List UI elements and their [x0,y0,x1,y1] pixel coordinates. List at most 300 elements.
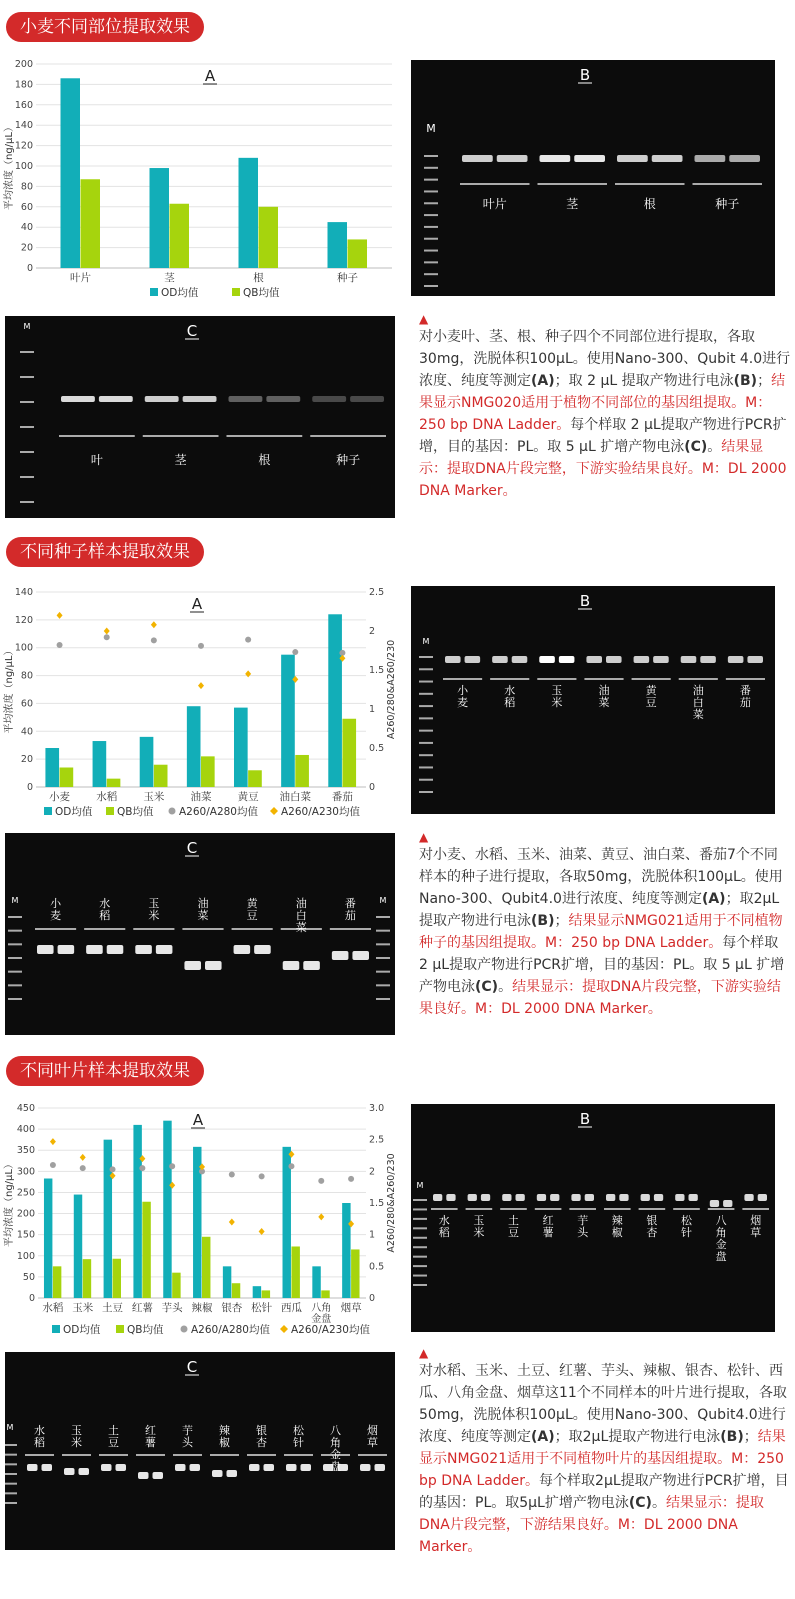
y-tick-label: 300 [16,1166,35,1178]
ladder-band [424,155,438,157]
sample-band [153,1472,164,1479]
description-wheat-parts [419,312,791,502]
y2-tick-label: 1.5 [369,1198,385,1209]
x-tick-label: 油白菜 [279,791,312,803]
bar-od [140,737,154,787]
sample-band [512,656,528,663]
sample-band [264,1464,275,1471]
sample-band [539,656,555,663]
sample-band [675,1194,684,1201]
y-tick-label: 20 [20,242,33,254]
sample-band [433,1194,442,1201]
lane-label: 豆 [108,1436,119,1449]
ladder-band [424,285,438,287]
lane-label: 油 [197,897,209,910]
x-tick-label: 烟草 [340,1302,362,1314]
ladder-band [424,273,438,275]
sample-band [559,656,575,663]
panel-letter: B [579,592,591,610]
ladder-band [424,202,438,204]
sample-band [652,155,683,162]
lane-label: 稻 [34,1436,45,1449]
lane-label: 杏 [256,1436,267,1449]
y2-tick-label: 0 [369,782,376,793]
ladder-band [376,998,390,1000]
x-tick-label: 松针 [251,1302,273,1314]
lane-label: 麦 [457,696,469,709]
legend-label: A260/A280均值 [191,1324,270,1336]
ladder-band [424,226,438,228]
lane-label: 芋 [182,1424,193,1437]
sample-band [654,1194,663,1201]
lane-label: 菜 [197,909,209,922]
x-tick-label: 叶片 [70,272,91,284]
ladder-band [8,957,22,959]
legend-swatch [150,288,158,296]
sample-band [653,656,669,663]
y2-tick-label: 0 [369,1293,376,1304]
y-tick-label: 250 [16,1187,35,1199]
bar-qb [113,1259,121,1298]
sample-band [695,155,726,162]
legend-label: QB均值 [117,806,154,818]
x-tick-label: 芋头 [161,1302,183,1314]
bar-qb [295,755,309,787]
gel-seeds-b [411,586,775,814]
bar-od [45,748,59,787]
sample-band [301,1464,312,1471]
sample-band [332,951,349,960]
y-axis-label: 平均浓度（ng/μL） [4,122,15,210]
bar-qb [262,1290,270,1298]
sample-band [729,155,760,162]
lane-label: 水 [504,684,516,697]
sample-band [446,1194,455,1201]
description-segment: 对小麦、水稻、玉米、油菜、黄豆、油白菜、番茄7个不同样本的种子进行提取，各取50mg，洗脱体积100μL。使用Nano-300、Qubit4.0进行浓度、纯度等测定 [419,847,783,907]
marker-label: M [422,637,430,646]
panel-letter: B [579,1110,591,1128]
sample-band [135,945,152,954]
y-tick-label: 400 [16,1124,35,1136]
sample-band [550,1194,559,1201]
ladder-band [20,351,34,353]
sample-band [586,656,602,663]
bar-qb [232,1283,240,1298]
description-segment: 结果显示NMG021适用于不同植物叶片的基因组提取。M：250 bp DNA Ladder。 [419,1429,786,1489]
bar-od [281,655,295,787]
lane-label: 辣 [219,1424,230,1437]
point-a260-a280 [288,1163,294,1169]
gel-background [5,316,395,518]
ladder-band [419,681,433,683]
y-tick-label: 100 [14,161,33,172]
sample-band [352,951,369,960]
sample-band [266,396,300,402]
point-a260-a280 [104,634,110,640]
sample-band [86,945,103,954]
sample-band [64,1468,75,1475]
description-segment: ；取 2 μL 提取产物进行电泳 [554,373,734,389]
bar-od [133,1125,141,1298]
lane-label: 油 [692,684,704,697]
ladder-band [8,930,22,932]
lane-label: 水 [438,1214,450,1227]
ladder-band [413,1237,427,1239]
point-a260-a280 [348,1176,354,1182]
description-segment: 每个样取 2 μL提取产物进行PCR扩增，目的基因：PL。取 5 μL 扩增产物电泳 [419,417,787,455]
ladder-band [419,766,433,768]
description-segment: (B) [733,373,758,389]
lane-label: 八 [715,1214,727,1227]
description-segment: ；取2μL提取产物进行电泳 [419,891,780,929]
y-tick-label: 180 [14,79,33,91]
y-tick-label: 200 [16,1208,35,1220]
ladder-band [419,742,433,744]
ladder-band [413,1275,427,1277]
sample-band [375,1464,386,1471]
lane-label: 水 [34,1424,45,1437]
sample-band [249,1464,260,1471]
sample-band [606,656,622,663]
lane-label: 玉 [71,1424,82,1437]
sample-band [156,945,173,954]
ladder-band [419,791,433,793]
lane-label: 茎 [566,197,579,211]
point-a260-a230 [318,1213,324,1220]
bar-od [328,614,342,787]
bar-od [223,1266,231,1298]
sample-band [710,1200,719,1207]
bar-od [44,1179,52,1298]
bar-qb [248,770,262,787]
sample-band [681,656,697,663]
lane-label: 水 [99,897,111,910]
description-segment: 每个样取2μL提取产物进行PCR扩增，目的基因：PL。取5μL扩增产物电泳 [419,1473,789,1511]
panel-letter: C [186,322,198,340]
description-segment: ； [743,1429,758,1445]
sample-band [79,1468,90,1475]
ladder-band [424,190,438,192]
lane-label: 金 [330,1448,341,1461]
bar-qb [107,779,121,787]
bar-qb [172,1273,180,1298]
description-segment: 对小麦叶、茎、根、种子四个不同部位进行提取，各取30mg，洗脱体积100μL。使用Nano-300、Qubit 4.0进行浓度、纯度等测定 [419,329,791,389]
x-tick-label: 红薯 [131,1302,153,1314]
sample-band [516,1194,525,1201]
y2-tick-label: 2.5 [369,1134,385,1146]
bar-od [312,1266,320,1298]
ladder-band [376,943,390,945]
y-tick-label: 0 [26,782,33,793]
lane-label: 番 [344,897,356,910]
y-tick-label: 100 [16,1250,35,1262]
lane-label: 菜 [692,708,704,721]
ladder-band [424,261,438,263]
lane-label: 米 [71,1436,82,1449]
point-a260-a280 [151,637,157,643]
bar-od [234,708,248,787]
point-a260-a230 [229,1219,235,1226]
ladder-band [5,1444,17,1446]
bar-qb [321,1290,329,1298]
bar-od [61,78,81,268]
sample-band [537,1194,546,1201]
panel-letter: A [192,1111,204,1129]
x-tick-label: 玉米 [72,1302,94,1314]
ladder-band [413,1208,427,1210]
sample-band [175,1464,186,1471]
description-segment: 。 [707,439,722,455]
lane-label: 杏 [646,1226,658,1239]
gel-background [5,833,395,1035]
lane-label: 烟 [367,1424,378,1437]
y2-tick-label: 3.0 [369,1103,385,1114]
lane-label: 茄 [344,909,356,922]
y-tick-label: 350 [16,1145,35,1157]
point-a260-a230 [151,621,157,628]
description-segment: (C) [684,439,708,455]
ladder-band [413,1199,427,1201]
y-axis-label: 平均浓度（ng/μL） [4,1159,15,1247]
ladder-band [8,984,22,986]
lane-label: 米 [148,909,160,922]
lane-label: 银 [646,1214,658,1227]
y-tick-label: 20 [20,754,33,766]
description-segment: 结果显示：提取DNA片段完整，下游实验结果良好。M：DL 2000 DNA Marker。 [419,979,781,1017]
sample-band [585,1194,594,1201]
sample-band [641,1194,650,1201]
sample-band [183,396,217,402]
ladder-band [419,668,433,670]
lane-label: 草 [750,1226,762,1239]
triangle-marker-icon: ▲ [419,1346,429,1360]
sample-band [481,1194,490,1201]
sample-band [728,656,744,663]
y-tick-label: 80 [20,670,33,682]
lane-label: 椒 [611,1226,623,1239]
y2-tick-label: 2.5 [369,587,385,598]
legend-swatch [232,288,240,296]
sample-band [212,1470,223,1477]
lane-label: 玉 [148,897,160,910]
bar-qb [142,1202,150,1298]
x-tick-label: 西瓜 [280,1302,302,1314]
lane-label: 番 [739,684,751,697]
legend-swatch [106,807,114,815]
lane-label: 菜 [598,696,610,709]
lane-label: 根 [643,197,656,211]
sample-band [350,396,384,402]
point-a260-a230 [198,682,204,689]
lane-label: 稻 [99,909,111,922]
lane-label: 烟 [750,1214,762,1227]
lane-label: 小 [457,684,469,697]
sample-band [116,1464,127,1471]
chart-leaves [0,1098,400,1340]
lane-label: 根 [258,453,271,467]
y-tick-label: 150 [16,1229,35,1241]
sample-band [234,945,251,954]
chart-seeds [0,580,400,820]
lane-label: 种子 [715,197,740,211]
x-tick-label: 番茄 [331,791,353,803]
sample-band [145,396,179,402]
bar-qb [259,207,279,268]
description-segment: (A) [701,891,726,907]
legend-swatch [169,808,176,815]
gel-leaves-c [5,1352,395,1550]
x-tick-label: 银杏 [221,1302,243,1314]
description-segment: 每个样取 2 μL提取产物进行PCR扩增，目的基因：PL。取 5 μL 扩增产物电泳 [419,935,785,995]
lane-label: 白 [295,909,307,922]
description-segment: (C) [475,979,499,995]
lane-label: 白 [692,696,704,709]
description-segment: 结果显示：提取DNA片段完整，下游实验结果良好。M：DL 2000 DNA Marker。 [419,439,787,499]
x-tick-label: 辣椒 [191,1302,213,1314]
lane-label: 红 [145,1424,156,1437]
panel-letter: C [186,839,198,857]
lane-label: 草 [367,1436,378,1449]
sample-band [497,155,528,162]
bar-qb [154,765,168,787]
lane-label: 头 [182,1436,193,1449]
y-tick-label: 120 [14,140,33,152]
lane-label: 土 [108,1424,119,1437]
description-segment: (A) [531,1429,555,1445]
triangle-marker-icon: ▲ [419,312,429,326]
lane-label: 黄 [246,897,258,910]
y2-axis-label: A260/280&A260/230 [386,639,397,740]
sample-band [101,1464,112,1471]
sample-band [360,1464,371,1471]
ladder-band [376,957,390,959]
ladder-band [424,250,438,252]
y2-axis-label: A260/280&A260/230 [386,1153,397,1253]
legend-label: A260/A280均值 [179,806,258,818]
sample-band [606,1194,615,1201]
gel-leaves-b [411,1104,775,1332]
lane-label: 角 [330,1436,341,1449]
ladder-band [413,1284,427,1286]
description-segment: 结果显示NMG021适用于不同植物种子的基因组提取。M：250 bp DNA Ladder。 [419,913,783,951]
description-segment: 结果显示NMG020适用于植物不同部位的基因组提取。M：250 bp DNA Ladder。 [419,373,786,433]
lane-label: 麦 [50,909,62,922]
ladder-band [20,476,34,478]
ladder-band [5,1492,17,1494]
y-tick-label: 120 [14,614,33,626]
point-a260-a230 [50,1138,56,1145]
point-a260-a280 [110,1166,116,1172]
lane-label: 油 [598,684,610,697]
bar-qb [351,1249,359,1298]
legend-swatch [116,1325,124,1333]
y2-tick-label: 0.5 [369,1261,385,1273]
sample-band [465,656,481,663]
sample-band [303,961,320,970]
lane-label: 八 [330,1424,341,1437]
point-a260-a280 [318,1178,324,1184]
ladder-band [5,1473,17,1475]
point-a260-a280 [198,643,204,649]
ladder-band [376,984,390,986]
gel-background [411,60,775,296]
description-segment: 对水稻、玉米、土豆、红薯、芋头、辣椒、银杏、松针、西瓜、八角金盘、烟草这11个不同样本的叶片进行提取，各取50mg，洗脱体积100μL。使用Nano-300、Qubit4.0进行浓度、纯度等测定 [419,1363,787,1445]
x-tick-label: 水稻 [42,1302,64,1314]
y2-tick-label: 1.5 [369,665,385,676]
sample-band [723,1200,732,1207]
ladder-band [376,930,390,932]
bar-qb [53,1266,61,1298]
lane-label: 玉 [551,684,563,697]
lane-label: 豆 [645,696,657,709]
description-leaves [419,1346,791,1558]
ladder-band [5,1463,17,1465]
ladder-band [8,998,22,1000]
y-tick-label: 140 [14,587,33,598]
sample-band [42,1464,53,1471]
lane-label: 豆 [508,1226,519,1239]
sample-band [445,656,461,663]
ladder-band [413,1256,427,1258]
point-a260-a280 [169,1163,175,1169]
marker-label: M [379,896,387,905]
x-tick-label: 玉米 [143,791,165,803]
lane-label: 松 [681,1214,692,1227]
ladder-band [376,916,390,918]
bar-od [187,706,201,787]
legend-label: A260/A230均值 [291,1324,370,1336]
bar-od [239,158,259,268]
point-a260-a280 [292,649,298,655]
bar-od [163,1121,171,1298]
x-tick-label: 油菜 [190,791,212,803]
y2-tick-label: 2 [369,626,376,637]
x-tick-label: 根 [253,272,264,284]
lane-label: 盘 [715,1250,727,1263]
sample-band [744,1194,753,1201]
legend-label: A260/A230均值 [281,806,360,818]
sample-band [61,396,95,402]
sample-band [619,1194,628,1201]
bar-od [283,1147,291,1298]
point-a260-a230 [245,670,251,677]
sample-band [138,1472,149,1479]
legend-label: OD均值 [63,1324,101,1336]
marker-label: M [11,896,19,905]
sample-band [747,656,763,663]
point-a260-a280 [245,637,251,643]
x-tick-label: 黄豆 [237,791,259,803]
lane-label: 松 [293,1424,304,1437]
point-a260-a230 [259,1228,265,1235]
ladder-band [20,401,34,403]
marker-label: M [416,1181,424,1190]
description-segment: ； [554,913,569,929]
point-a260-a280 [57,642,63,648]
sample-band [190,1464,201,1471]
sample-band [37,945,54,954]
y-tick-label: 160 [14,99,33,111]
point-a260-a280 [50,1162,56,1168]
legend-label: QB均值 [243,287,280,299]
section-title-wheat-parts: 小麦不同部位提取效果 [6,12,204,42]
bar-qb [348,239,368,268]
sample-band [227,1470,238,1477]
y-tick-label: 100 [14,642,33,654]
point-a260-a280 [139,1165,145,1171]
bar-qb [170,204,190,268]
ladder-band [5,1483,17,1485]
